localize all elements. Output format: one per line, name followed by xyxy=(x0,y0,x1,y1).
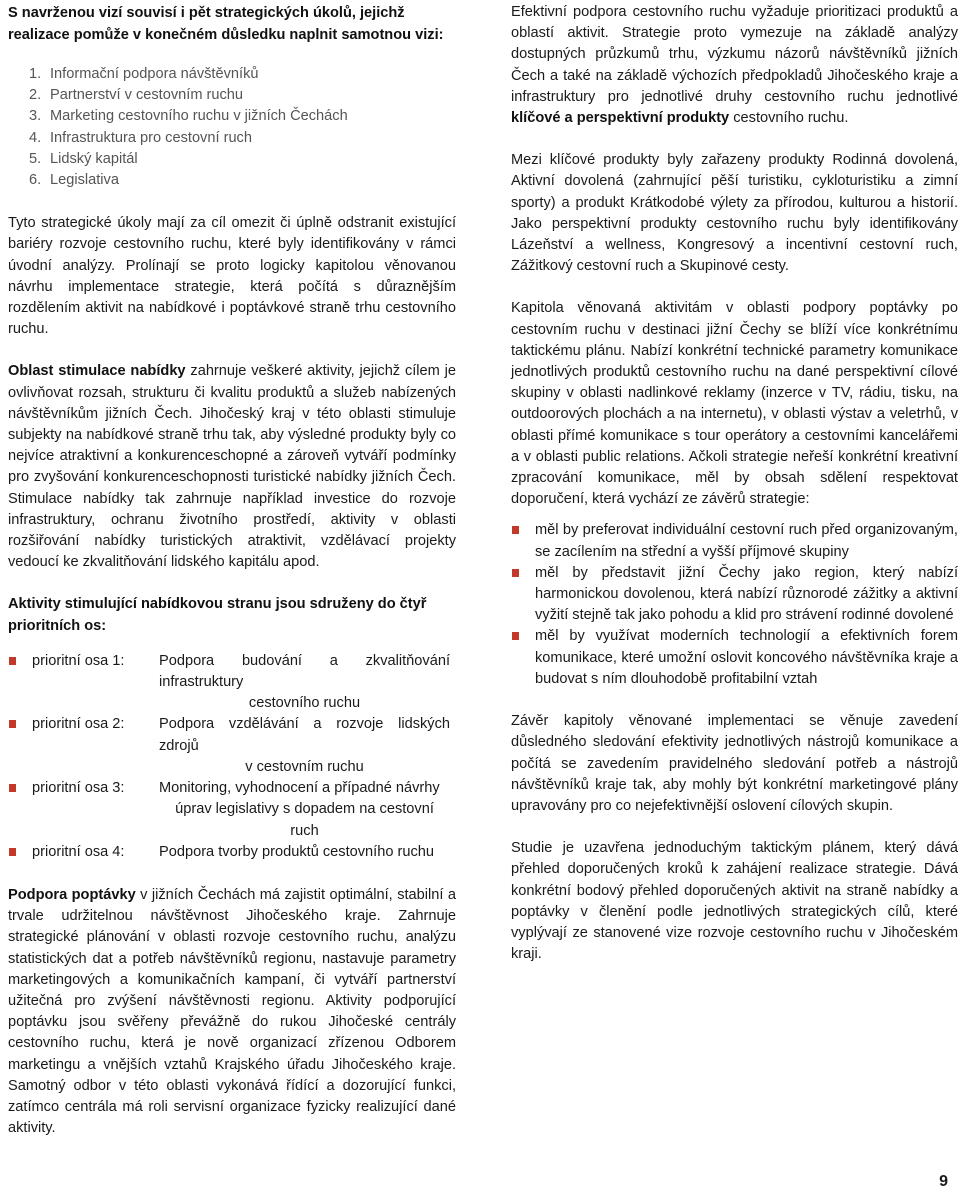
bullet-square-icon xyxy=(9,784,16,792)
paragraph-key-products: Mezi klíčové produkty byly zařazeny produkty Rodinná dovolená, Aktivní dovolená (zahrnující pěší turistiku, cykloturistiku a zimní sporty) a produkt Krátkodobé výlety za přírodou, kulturou a historií. Jako perspektivní produkty cestovního ruchu byly identifikovány Lázeňství a wellness, Kongresový a incentivní cestovní ruch, Zážitkový cestovní ruch a Skupinové cesty. xyxy=(511,152,958,275)
list-item: 1. Informační podpora návštěvníků xyxy=(29,66,259,82)
priority-axis-item: prioritní osa 1: Podpora budování a zkvalitňování infrastruktury cestovního ruchu xyxy=(8,651,450,715)
priority-axis-item: prioritní osa 2: Podpora vzdělávání a rozvoje lidských zdrojů v cestovním ruchu xyxy=(8,714,450,778)
paragraph-barriers: Tyto strategické úkoly mají za cíl omezit či úplně odstranit existující bariéry rozvoje cestovního ruchu, které byly identifikovány v rámci úvodní analýzy. Prolínají se proto logicky kapitolou věnovanou návrhu implementace strategie, která počítá s důraznějším rozdělením aktivit na nabídkové i poptávkové straně trhu cestovního ruchu. xyxy=(8,215,457,338)
term-demand: Podpora poptávky xyxy=(8,886,136,903)
page-number: 9 xyxy=(939,1172,948,1190)
priority-axis-item: prioritní osa 3: Monitoring, vyhodnocení a případné návrhy úprav legislativy s dopadem na cestovní ruch xyxy=(8,778,450,842)
list-item: 5. Lidský kapitál xyxy=(29,150,138,167)
paragraph-implementation: Závěr kapitoly věnované implementaci se věnuje zavedení důsledného sledování efektivity jednotlivých nástrojů komunikace a počítá se zavedením pravidelného sledování potřeb a nástrojů návštěvníků kraje tak, aby mohly být konkrétní marketingové plány upravovány pro co nejefektivnější oslovení cílových skupin. xyxy=(511,713,958,814)
list-item: 4. Infrastruktura pro cestovní ruch xyxy=(29,129,252,146)
priority-axes-list xyxy=(8,651,456,863)
list-item: měl by preferovat individuální cestovní ruch před organizovaným, se zacílením na střední a vyšší příjmové skupiny xyxy=(511,520,958,562)
axes-heading: Aktivity stimulující nabídkovou stranu jsou sdruženy do čtyř prioritních os: xyxy=(8,596,427,634)
bullet-square-icon xyxy=(512,632,519,640)
list-item: měl by využívat moderních technologií a efektivních forem komunikace, které umožní oslovit koncového návštěvníka kraje a budovat s ním dlouhodobě profitabilní vztah xyxy=(511,626,958,690)
term-key-products: klíčové a perspektivní produkty xyxy=(511,110,730,127)
intro-heading: S navrženou vizí souvisí i pět strategických úkolů, jejichž realizace pomůže v konečném důsledku naplnit samotnou vizi: xyxy=(8,5,444,43)
strategic-tasks-list xyxy=(8,64,456,191)
bullet-square-icon xyxy=(9,848,16,856)
bullet-square-icon xyxy=(512,526,519,534)
bullet-square-icon xyxy=(9,657,16,665)
left-column xyxy=(8,2,456,1139)
list-item: 2. Partnerství v cestovním ruchu xyxy=(29,87,244,104)
paragraph-products: Efektivní podpora cestovního ruchu vyžaduje prioritizaci produktů a oblastí aktivit. Strategie proto vymezuje na základě analýzy dostupných průzkumů trhu, výzkumu názorů návštěvníků jižních Čech a také na základě výchozích předpokladů Jihočeského kraje a infrastruktury pro jednotlivé druhy cestovního ruchu jednotlivé klíčové a perspektivní produkty cestovního ruchu. xyxy=(511,4,958,127)
priority-axis-item: prioritní osa 4: Podpora tvorby produktů cestovního ruchu xyxy=(8,842,450,863)
paragraph-supply: Oblast stimulace nabídky zahrnuje veškeré aktivity, jejichž cílem je ovlivňovat rozsah, strukturu či kvalitu produktů a služeb nabízených návštěvníkům jižních Čech. Jihočeský kraj v této oblasti stimuluje subjekty na nabídkové straně trhu tak, aby výsledné produkty byly co nejvíce atraktivní a konkurenceschopné a zároveň vytváří podmínky pro zvyšování konkurenceschopnosti turistické nabídky jižních Čech. Stimulace nabídky tak zahrnuje například investice do rozvoje infrastruktury, ochranu životního prostředí, aktivity v oblasti rozšiřování nabídky turistických atraktivit, vzdělávací projekty vedoucí ke zkvalitňování lidského kapitálu apod. xyxy=(8,363,456,571)
list-item: 3. Marketing cestovního ruchu v jižních Čechách xyxy=(29,108,348,125)
list-item: měl by představit jižní Čechy jako region, který nabízí harmonickou dovolenou, která nabízí různorodé zážitky a aktivní vyžití stejně tak jako pohodu a klid pro strávení rodinné dovolené xyxy=(511,563,958,627)
list-item: 6. Legislativa xyxy=(29,172,119,189)
term-supply: Oblast stimulace nabídky xyxy=(8,363,186,380)
bullet-square-icon xyxy=(512,569,519,577)
paragraph-demand: Podpora poptávky v jižních Čechách má zajistit optimální, stabilní a trvale udržitelnou návštěvnost Jihočeského kraje. Zahrnuje strategické plánování v oblasti rozvoje cestovního ruchu, analýzu statistických dat a potřeb návštěvníků regionu, nastavuje parametry marketingových a komunikačních kampaní, či vytváří partnerství užitečná pro zvýšení návštěvnosti regionu. Aktivity podporující poptávku jsou svěřeny převážně do rukou Jihočeské centrály cestovního ruchu, která je nově organizací zřízenou Odborem marketingu a vnějších vztahů Krajského úřadu Jihočeského kraje. Samotný odbor v této oblasti vykonává řídící a dozorující funkci, zatímco centrála má roli servisní organizace fyzicky realizující dané aktivity. xyxy=(8,886,456,1137)
recommendations-list xyxy=(511,520,958,690)
paragraph-tactical-plan: Studie je uzavřena jednoduchým taktickým plánem, který dává přehled doporučených kroků k zahájení realizace strategie. Dává konkrétní bodový přehled doporučených aktivit na straně nabídky a poptávky v členění podle jednotlivých strategických cílů, které vyplývají ze stanovené vize rozvoje cestovního ruchu v Jihočeském kraji. xyxy=(511,840,958,963)
paragraph-demand-chapter: Kapitola věnovaná aktivitám v oblasti podpory poptávky po cestovním ruchu v destinaci jižní Čechy se blíží více konkrétnímu taktickému plánu. Nabízí konkrétní technické parametry komunikace jednotlivých produktů cestovního ruchu na dané perspektivní cílové skupiny v oblasti nadlinkové reklamy (inzerce v TV, rádiu, tisku, na outdoorových plochách a na internetu), v oblasti výstav a veletrhů, v oblasti přímé komunikace s tour operátory a cestovními kancelářemi a v oblasti public relations. Ačkoli strategie neřeší konkrétní kreativní zpracování komunikace, měl by obsah sdělení respektovat doporučení, která vychází ze závěrů strategie: xyxy=(511,300,958,508)
right-column xyxy=(511,2,958,965)
bullet-square-icon xyxy=(9,720,16,728)
